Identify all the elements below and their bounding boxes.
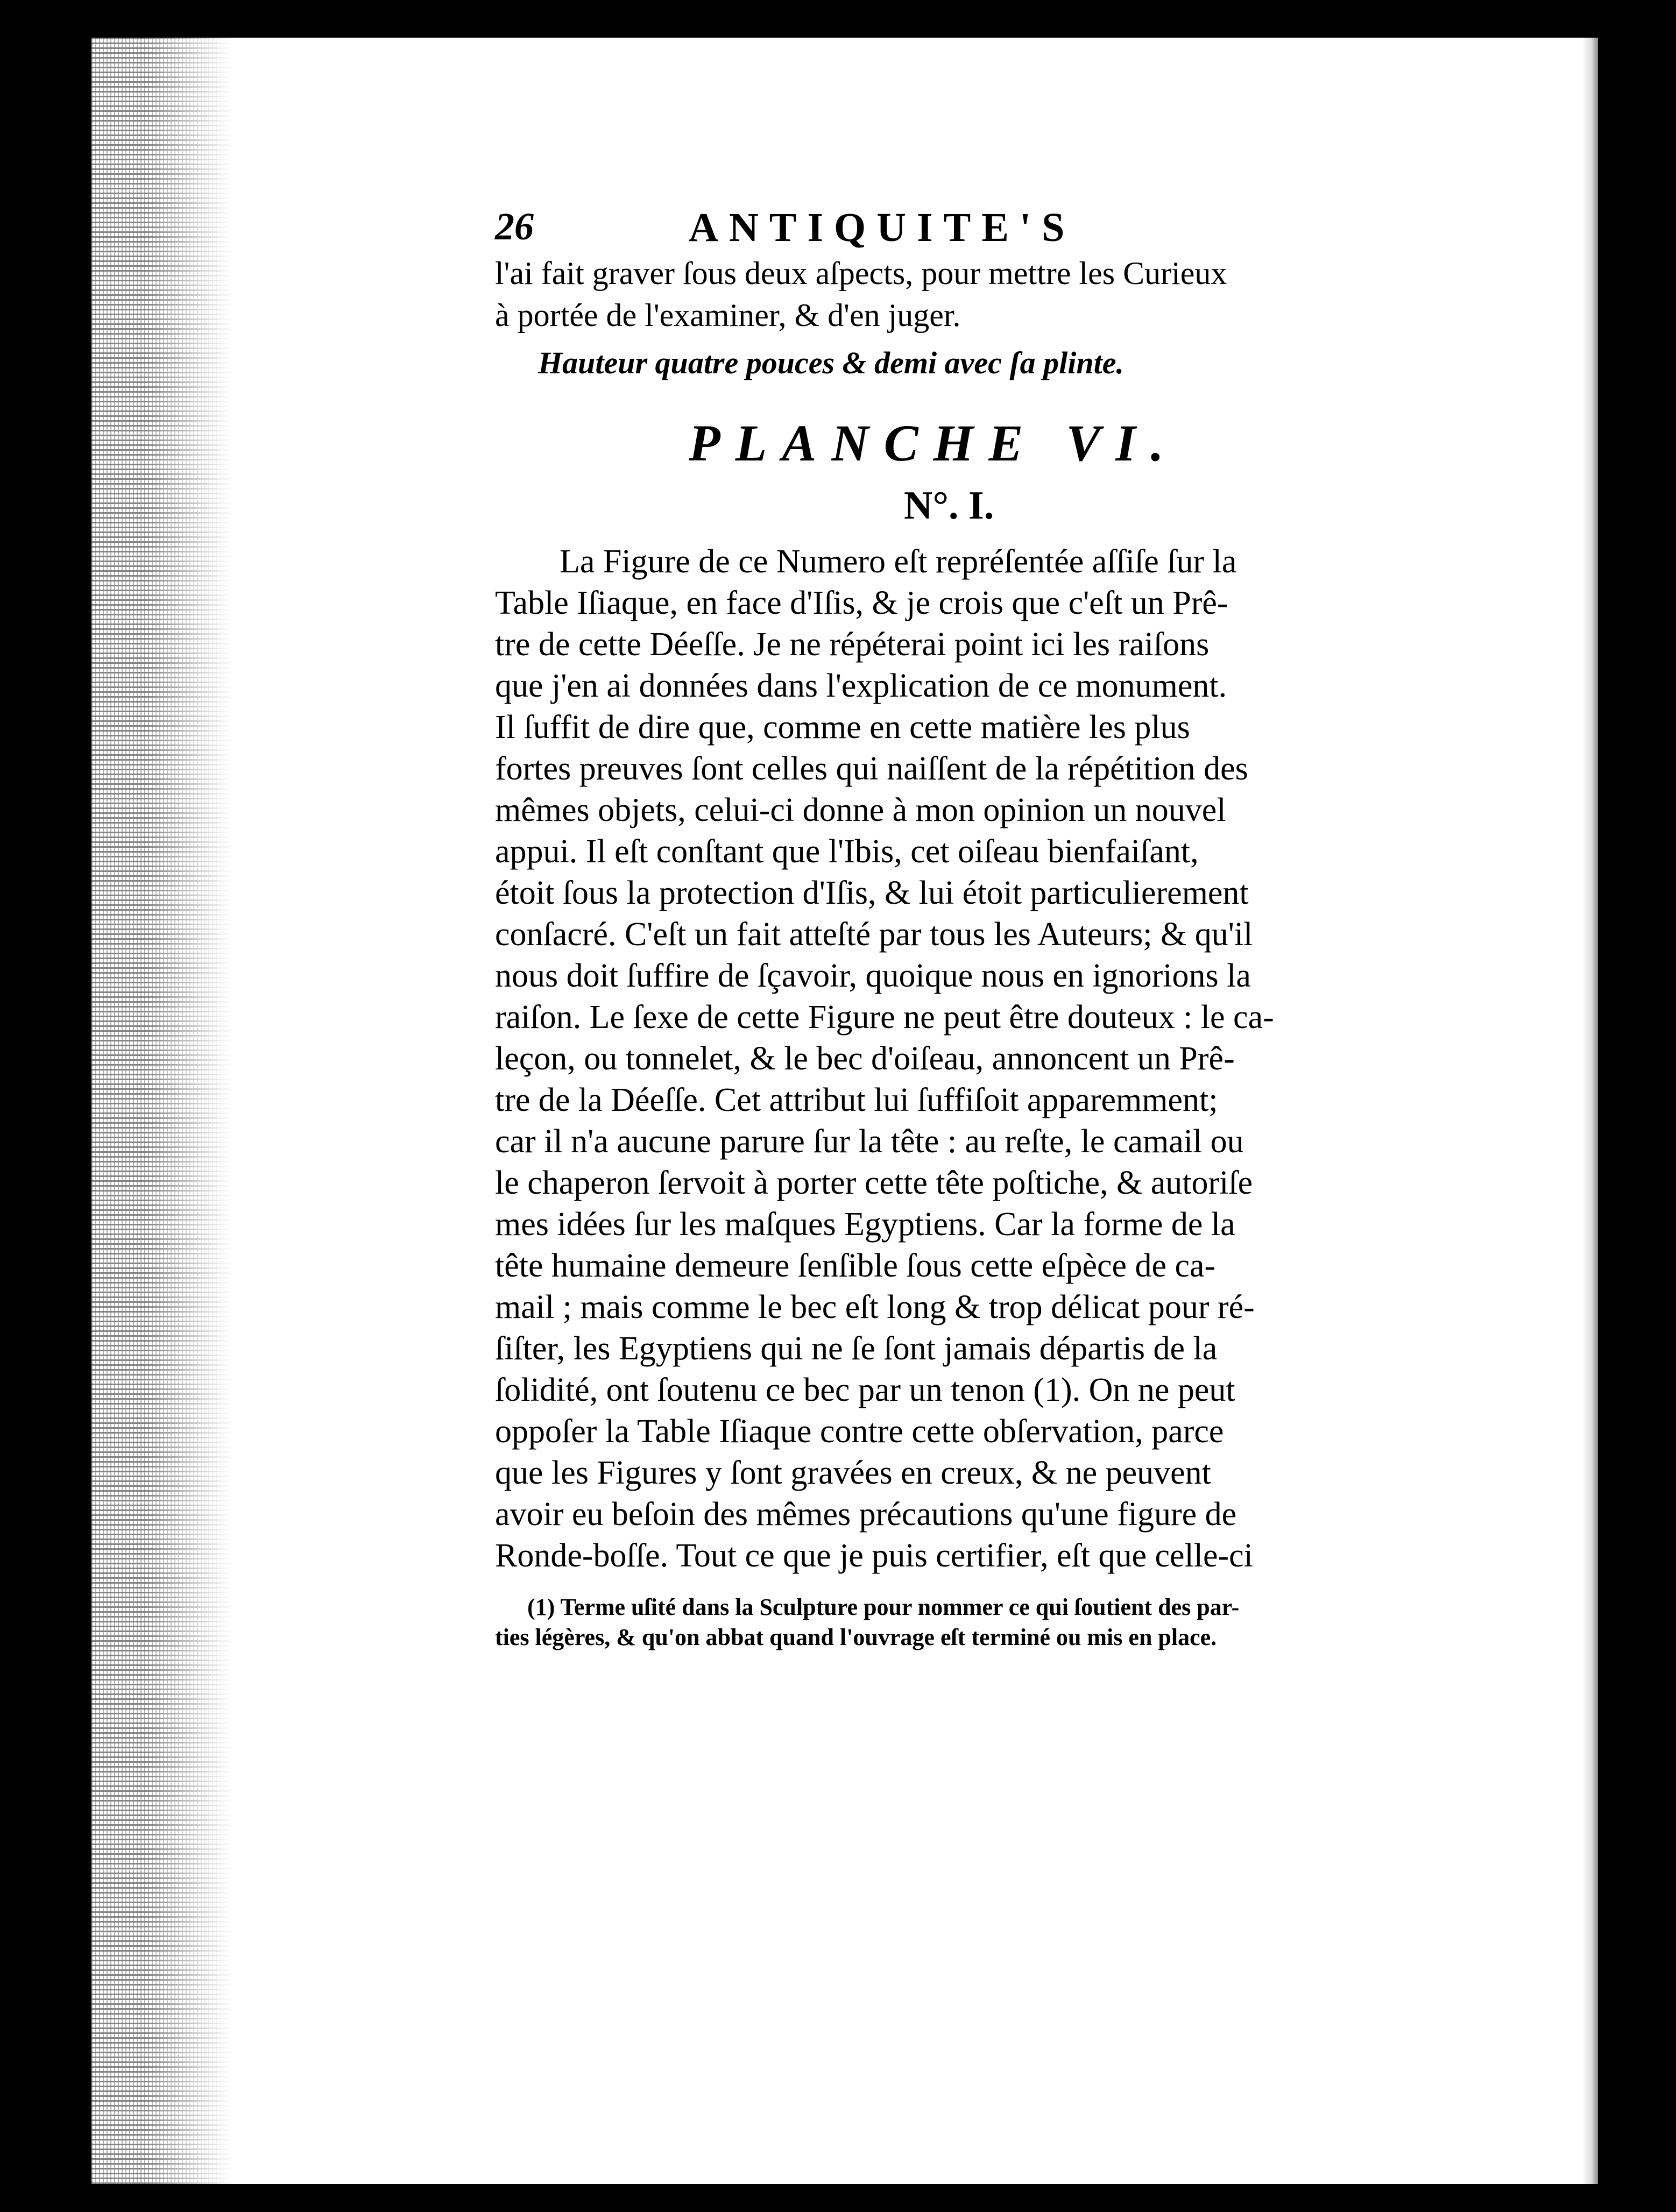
paragraph-line: mêmes objets, celui-ci donne à mon opinion un nouvel bbox=[495, 792, 1226, 828]
paragraph-line: raiſon. Le ſexe de cette Figure ne peut être douteux : le ca- bbox=[495, 999, 1274, 1036]
paragraph-line: le chaperon ſervoit à porter cette tête poſtiche, & autoriſe bbox=[495, 1165, 1253, 1201]
dimension-note: Hauteur quatre pouces & demi avec ſa plinte. bbox=[538, 345, 1125, 380]
paragraph-line: que j'en ai données dans l'explication de ce monument. bbox=[495, 668, 1227, 704]
paragraph-line: mes idées ſur les maſques Egyptiens. Car la forme de la bbox=[495, 1206, 1235, 1243]
footnote-line: ties légères, & qu'on abbat quand l'ouvrage eſt terminé ou mis en place. bbox=[495, 1624, 1217, 1650]
paragraph-line: nous doit ſuffire de ſçavoir, quoique nous en ignorions la bbox=[495, 958, 1251, 994]
paragraph-line: fortes preuves ſont celles qui naiſſent de la répétition des bbox=[495, 750, 1248, 787]
paragraph-line: tre de la Déeſſe. Cet attribut lui ſuffiſoit apparemment; bbox=[495, 1082, 1218, 1118]
intro-line: l'ai fait graver ſous deux aſpects, pour mettre les Curieux bbox=[495, 256, 1227, 291]
page-number: 26 bbox=[495, 205, 534, 248]
intro-line: à portée de l'examiner, & d'en juger. bbox=[495, 297, 961, 333]
paragraph-line: étoit ſous la protection d'Iſis, & lui étoit particulierement bbox=[495, 875, 1249, 911]
paragraph-line: avoir eu beſoin des mêmes précautions qu'une figure de bbox=[495, 1496, 1237, 1533]
paragraph-line: Il ſuffit de dire que, comme en cette matière les plus bbox=[495, 709, 1190, 746]
paragraph-line: Table Iſiaque, en face d'Iſis, & je crois que c'eſt un Prê- bbox=[495, 585, 1228, 621]
footnote-line: (1) Terme uſité dans la Sculpture pour nommer ce qui ſoutient des par- bbox=[527, 1594, 1240, 1620]
scan-gutter-shadow bbox=[91, 38, 231, 2184]
plate-heading: PLANCHE VI. bbox=[689, 414, 1179, 472]
page-edge-shadow bbox=[1582, 38, 1598, 2184]
number-heading: N°. I. bbox=[904, 484, 994, 528]
paragraph-line: oppoſer la Table Iſiaque contre cette obſervation, parce bbox=[495, 1413, 1224, 1450]
paragraph-line: La Figure de ce Numero eſt repréſentée aſſiſe ſur la bbox=[560, 543, 1237, 580]
paragraph-line: tre de cette Déeſſe. Je ne répéterai point ici les raiſons bbox=[495, 626, 1210, 663]
paragraph-line: leçon, ou tonnelet, & le bec d'oiſeau, annoncent un Prê- bbox=[495, 1040, 1235, 1077]
paragraph-line: tête humaine demeure ſenſible ſous cette eſpèce de ca- bbox=[495, 1247, 1216, 1284]
paragraph-line: ſiſter, les Egyptiens qui ne ſe ſont jamais départis de la bbox=[495, 1330, 1218, 1367]
paragraph-line: Ronde-boſſe. Tout ce que je puis certifier, eſt que celle-ci bbox=[495, 1537, 1253, 1574]
paragraph-line: conſacré. C'eſt un fait atteſté par tous les Auteurs; & qu'il bbox=[495, 916, 1253, 953]
paragraph-line: car il n'a aucune parure ſur la tête : au reſte, le camail ou bbox=[495, 1123, 1244, 1160]
paragraph-line: appui. Il eſt conſtant que l'Ibis, cet oiſeau bienfaiſant, bbox=[495, 833, 1199, 870]
paragraph-line: que les Figures y ſont gravées en creux, & ne peuvent bbox=[495, 1455, 1211, 1491]
running-title: ANTIQUITE'S bbox=[689, 205, 1076, 250]
running-head bbox=[495, 204, 1420, 258]
paragraph-line: ſolidité, ont ſoutenu ce bec par un tenon (1). On ne peut bbox=[495, 1372, 1235, 1408]
paragraph-line: mail ; mais comme le bec eſt long & trop délicat pour ré- bbox=[495, 1289, 1255, 1325]
